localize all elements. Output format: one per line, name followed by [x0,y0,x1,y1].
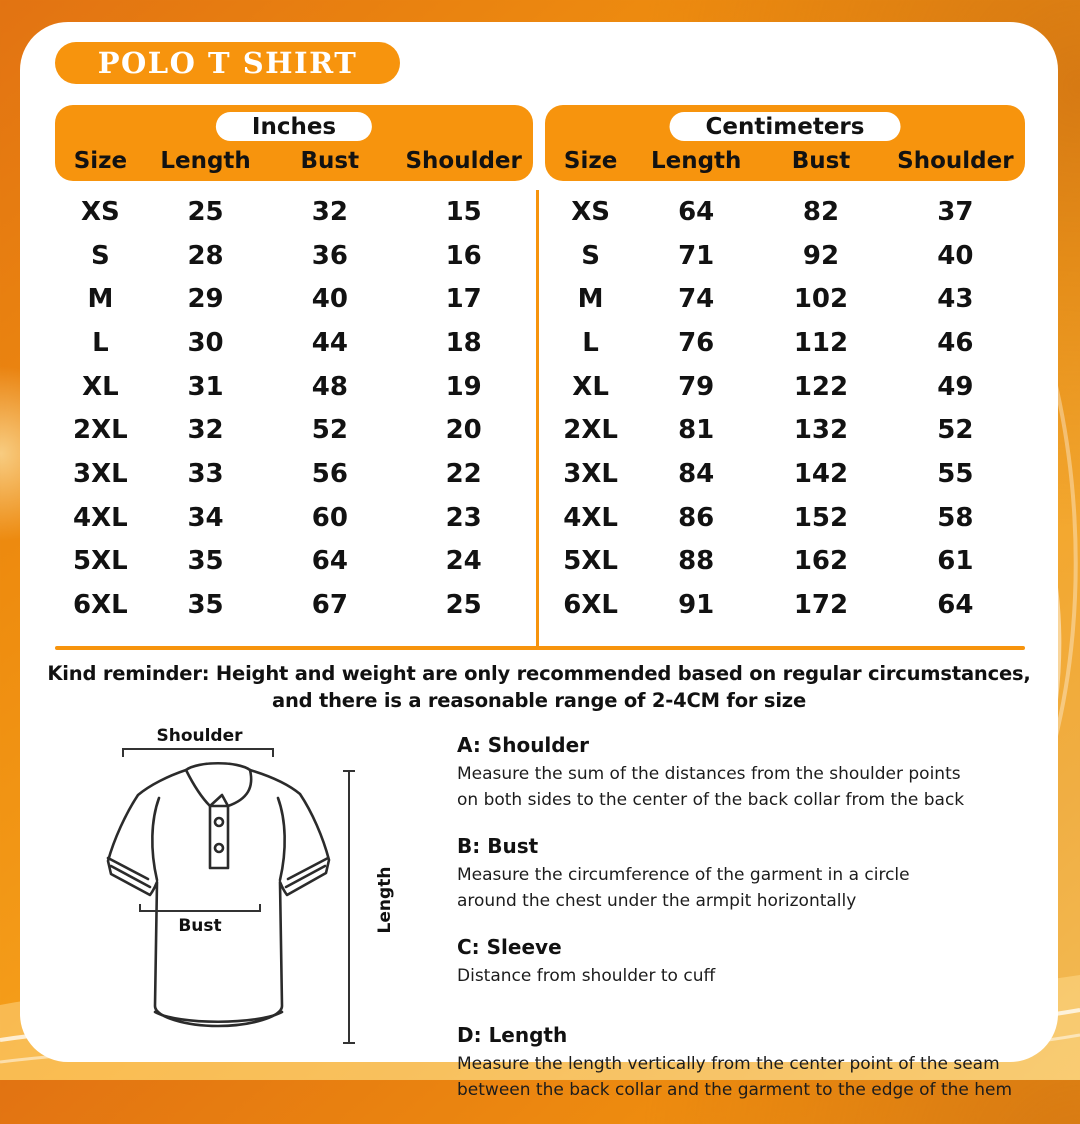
table-cell: 48 [311,371,348,402]
table-cell: 142 [793,458,849,489]
table-cell: 6XL [563,590,618,621]
table-cell: S [91,240,110,271]
title-pill [55,42,400,84]
length-measure-label: Length [375,866,395,934]
table-row [545,452,1025,496]
table-cell: 4XL [73,502,128,533]
table-cell: XS [571,196,610,227]
table-row [55,583,533,627]
table-row [545,408,1025,452]
guide-heading: B: Bust [457,834,539,858]
table-cell: 102 [793,284,849,315]
bust-measure-line [139,904,261,912]
measurement-diagram [20,722,480,1052]
table-cell: 79 [678,371,715,402]
table-cell: 82 [802,196,840,227]
table-cell: 58 [937,502,974,533]
guide-line: on both sides to the center of the back collar from the back [457,790,965,810]
table-cell: 15 [445,196,482,227]
table-cell: 40 [311,284,348,315]
table-cell: XS [81,196,120,227]
page-title: POLO T SHIRT [97,46,358,80]
table-cell: 6XL [73,590,128,621]
table-row [55,234,533,278]
guide-line: between the back collar and the garment to the edge of the hem [457,1080,1013,1100]
table-cell: 91 [678,590,715,621]
table-cell: 4XL [563,502,618,533]
table-cell: S [581,240,600,271]
table-cell: 17 [445,284,482,315]
reminder-line-1: Kind reminder: Height and weight are only recommended based on regular circumstances, [47,662,1031,685]
polo-shirt-illustration [98,754,338,1044]
guide-item-bust [457,834,1057,914]
column-header-length: Length [650,148,742,174]
table-cell: 24 [445,546,482,577]
table-cell: 29 [187,284,224,315]
table-cell: 2XL [563,415,618,446]
table-row [55,408,533,452]
table-cell: L [92,327,109,358]
inches-column-headers [55,148,533,174]
table-cell: 52 [311,415,348,446]
guide-item-sleeve [457,935,1057,989]
table-cell: 64 [311,546,348,577]
table-row [55,190,533,234]
centimeters-column-headers [545,148,1025,174]
table-cell: 122 [793,371,849,402]
table-cell: 25 [445,590,482,621]
table-row [545,496,1025,540]
centimeters-unit-pill: Centimeters [670,112,901,141]
table-row [545,277,1025,321]
column-header-shoulder: Shoulder [897,148,1014,174]
table-cell: M [87,284,114,315]
table-cell: 3XL [73,458,128,489]
table-cell: 5XL [73,546,128,577]
table-cell: 60 [311,502,348,533]
guide-line: Distance from shoulder to cuff [457,966,716,986]
table-cell: 55 [937,458,974,489]
table-cell: 56 [311,458,348,489]
table-cell: 2XL [73,415,128,446]
table-row [545,190,1025,234]
table-cell: 81 [678,415,715,446]
reminder-line-2: and there is a reasonable range of 2-4CM for size [272,689,806,712]
table-cell: 112 [793,327,849,358]
size-chart-card [20,22,1058,1100]
table-row [55,452,533,496]
table-cell: 32 [187,415,224,446]
table-vertical-divider [536,190,539,648]
table-cell: 40 [937,240,974,271]
guide-item-length [457,1023,1057,1103]
table-cell: 92 [802,240,840,271]
guide-heading: D: Length [457,1023,568,1047]
table-cell: 74 [678,284,715,315]
table-cell: 22 [445,458,482,489]
guide-heading: C: Sleeve [457,935,562,959]
table-row [55,277,533,321]
table-cell: 25 [187,196,224,227]
table-cell: M [577,284,604,315]
column-header-bust: Bust [300,148,360,174]
table-cell: 34 [187,502,224,533]
column-header-length: Length [160,148,251,174]
centimeters-table-header [545,105,1025,181]
bust-measure-label: Bust [178,916,222,936]
column-header-shoulder: Shoulder [405,148,522,174]
column-header-bust: Bust [791,148,851,174]
table-row [545,583,1025,627]
table-cell: 76 [678,327,715,358]
inches-table-body [55,190,533,627]
table-cell: 64 [937,590,974,621]
table-row [55,365,533,409]
table-cell: XL [82,371,119,402]
table-cell: 35 [187,546,224,577]
table-cell: 46 [937,327,974,358]
table-row [55,321,533,365]
guide-line: around the chest under the armpit horizontally [457,891,857,911]
table-cell: 152 [793,502,849,533]
table-cell: 132 [793,415,849,446]
table-row [55,540,533,584]
inches-table-header [55,105,533,181]
table-cell: 19 [445,371,482,402]
table-cell: 64 [678,196,715,227]
centimeters-table-body [545,190,1025,627]
measurement-guide [457,733,1057,1124]
table-row [545,365,1025,409]
table-cell: XL [572,371,609,402]
table-cell: 67 [311,590,348,621]
table-cell: 43 [937,284,974,315]
table-cell: 84 [678,458,715,489]
shoulder-measure-label: Shoulder [156,726,243,746]
guide-line: Measure the length vertically from the center point of the seam [457,1054,1000,1074]
table-cell: 37 [937,196,974,227]
table-cell: 31 [187,371,224,402]
table-cell: 16 [445,240,482,271]
table-cell: 172 [793,590,849,621]
table-cell: L [582,327,599,358]
section-divider-rule [55,646,1025,650]
table-row [545,540,1025,584]
table-cell: 88 [678,546,715,577]
column-header-size: Size [563,148,618,174]
table-cell: 162 [793,546,849,577]
guide-line: Measure the circumference of the garment in a circle [457,865,910,885]
guide-line: Measure the sum of the distances from the shoulder points [457,764,961,784]
table-cell: 20 [445,415,482,446]
table-cell: 44 [311,327,348,358]
table-cell: 28 [187,240,224,271]
table-cell: 49 [937,371,974,402]
table-cell: 32 [311,196,348,227]
table-cell: 30 [187,327,224,358]
table-cell: 33 [187,458,224,489]
guide-item-shoulder [457,733,1057,813]
table-cell: 3XL [563,458,618,489]
table-cell: 18 [445,327,482,358]
table-cell: 61 [937,546,974,577]
guide-heading: A: Shoulder [457,733,590,757]
table-cell: 86 [678,502,715,533]
table-cell: 52 [937,415,974,446]
length-measure-line [343,770,355,1044]
table-cell: 5XL [563,546,618,577]
table-row [55,496,533,540]
table-row [545,321,1025,365]
table-cell: 23 [445,502,482,533]
table-row [545,234,1025,278]
kind-reminder-text [20,660,1058,714]
table-cell: 71 [678,240,715,271]
table-cell: 36 [311,240,348,271]
column-header-size: Size [73,148,128,174]
inches-unit-pill: Inches [216,112,372,141]
table-cell: 35 [187,590,224,621]
